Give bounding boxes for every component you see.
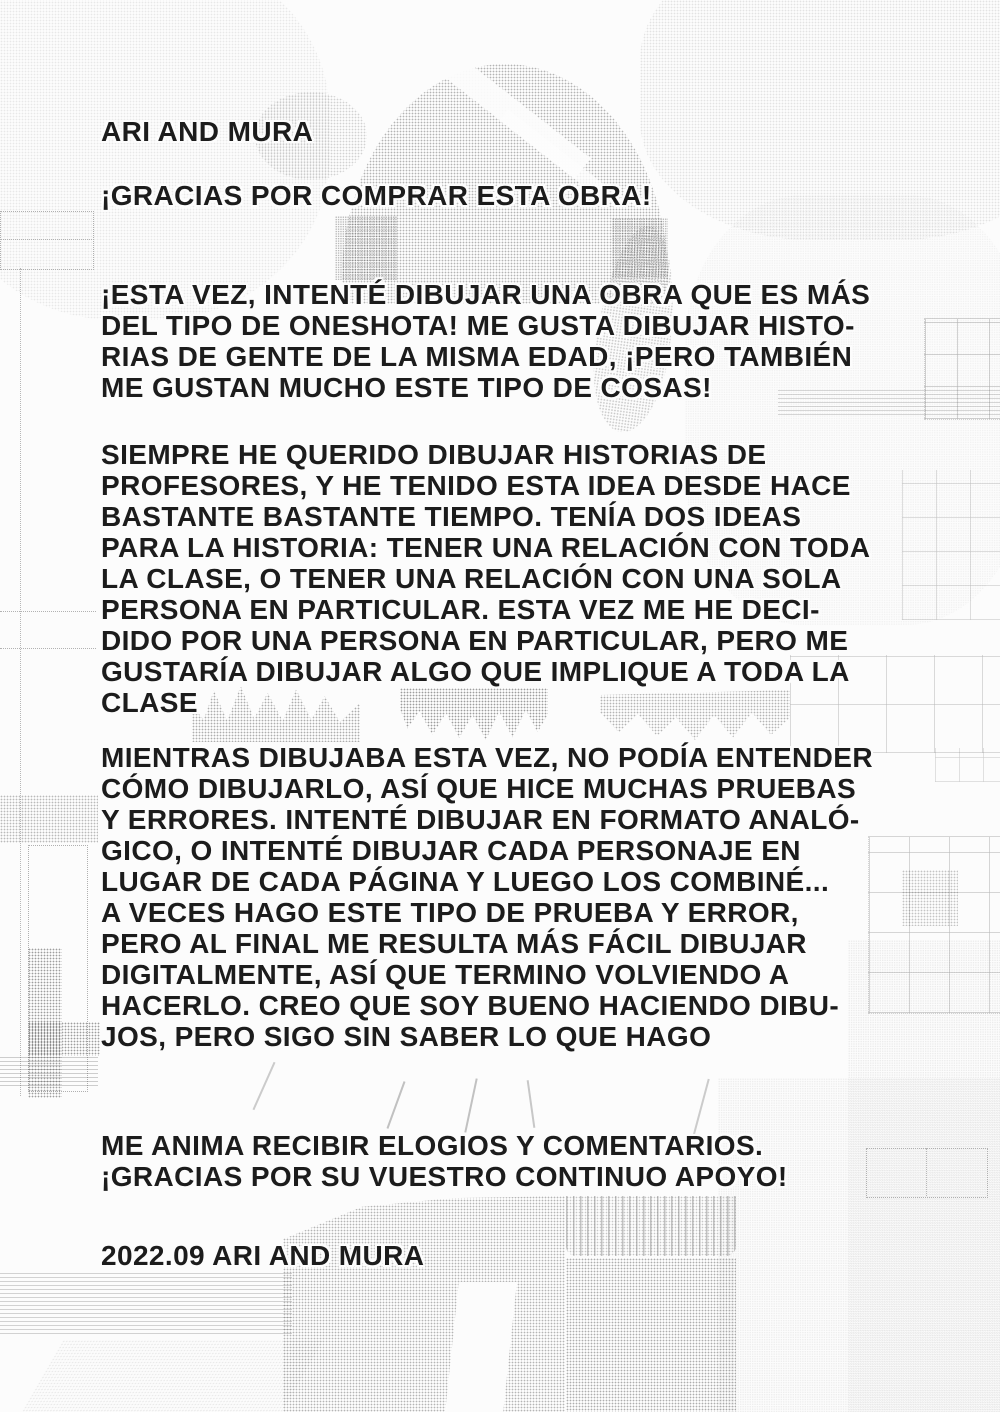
window-grid-mid-2 (935, 748, 1000, 782)
building-left-lower-band (0, 1272, 292, 1334)
text-line: LA CLASE, O TENER UNA RELACIÓN CON UNA SOLA (101, 563, 842, 594)
paragraph-4 (101, 1130, 788, 1192)
hand-line (253, 1062, 276, 1110)
skirt-halftone (283, 1196, 565, 1412)
text-line: Y ERRORES. INTENTÉ DIBUJAR EN FORMATO ANALÓ- (101, 804, 860, 835)
paragraph-3 (101, 742, 873, 1052)
trouser-leg-halftone (566, 1258, 736, 1412)
text-line: GICO, O INTENTÉ DIBUJAR CADA PERSONAJE EN (101, 835, 801, 866)
text-line: PERO AL FINAL ME RESULTA MÁS FÁCIL DIBUJAR (101, 928, 807, 959)
hand-line (692, 1079, 709, 1137)
text-line: DIGITALMENTE, ASÍ QUE TERMINO VOLVIENDO A (101, 959, 790, 990)
window-grid-right-2 (902, 470, 1000, 620)
text-line: ¡ESTA VEZ, INTENTÉ DIBUJAR UNA OBRA QUE ES MÁS (101, 279, 871, 310)
text-line: DIDO POR UNA PERSONA EN PARTICULAR, PERO ME (101, 625, 849, 656)
building-left-dotrows (0, 1056, 98, 1086)
paragraph-2 (101, 439, 870, 718)
page-title: ARI AND MURA (101, 116, 314, 147)
hair-side-right (612, 218, 668, 278)
text-line: PROFESORES, Y HE TENIDO ESTA IDEA DESDE HACE (101, 470, 851, 501)
paragraph-1 (101, 279, 870, 403)
text-line: SIEMPRE HE QUERIDO DIBUJAR HISTORIAS DE (101, 439, 767, 470)
hand-line (464, 1078, 477, 1132)
text-line: PARA LA HISTORIA: TENER UNA RELACIÓN CON TODA (101, 532, 871, 563)
signoff-date-credit: 2022.09 ARI AND MURA (101, 1240, 425, 1271)
text-line: ME GUSTAN MUCHO ESTE TIPO DE COSAS! (101, 372, 712, 403)
hair-side-left (335, 216, 397, 280)
text-line: MIENTRAS DIBUJABA ESTA VEZ, NO PODÍA ENTENDER (101, 742, 873, 773)
building-left-sill (0, 211, 94, 270)
text-line: RIAS DE GENTE DE LA MISMA EDAD, ¡PERO TAMBIÉN (101, 341, 853, 372)
hand-line (527, 1080, 536, 1128)
text-line: A VECES HAGO ESTE TIPO DE PRUEBA Y ERROR, (101, 897, 799, 928)
building-left-band (0, 795, 98, 843)
greeting-line: ¡GRACIAS POR COMPRAR ESTA OBRA! (101, 180, 652, 211)
window-pair-low-right (866, 1148, 988, 1198)
text-line: CLASE (101, 687, 198, 718)
hand-line (387, 1081, 406, 1129)
text-line: LUGAR DE CADA PÁGINA Y LUEGO LOS COMBINÉ... (101, 866, 830, 897)
text-line: HACERLO. CREO QUE SOY BUENO HACIENDO DIBU- (101, 990, 840, 1021)
text-line: JOS, PERO SIGO SIN SABER LO QUE HAGO (101, 1021, 712, 1052)
text-line: ME ANIMA RECIBIR ELOGIOS Y COMENTARIOS. (101, 1130, 764, 1161)
text-line: ¡GRACIAS POR SU VUESTRO CONTINUO APOYO! (101, 1161, 788, 1192)
pleated-waist-halftone (566, 1196, 736, 1256)
text-line: DEL TIPO DE ONESHOTA! ME GUSTA DIBUJAR HISTO- (101, 310, 855, 341)
text-line: BASTANTE BASTANTE TIEMPO. TENÍA DOS IDEAS (101, 501, 802, 532)
text-line: CÓMO DIBUJARLO, ASÍ QUE HICE MUCHAS PRUEBAS (101, 773, 857, 804)
text-line: GUSTARÍA DIBUJAR ALGO QUE IMPLIQUE A TODA LA (101, 656, 850, 687)
building-left-edge (20, 268, 21, 1096)
building-left-shadow (17, 1340, 323, 1412)
text-line: PERSONA EN PARTICULAR. ESTA VEZ ME HE DECI- (101, 594, 820, 625)
